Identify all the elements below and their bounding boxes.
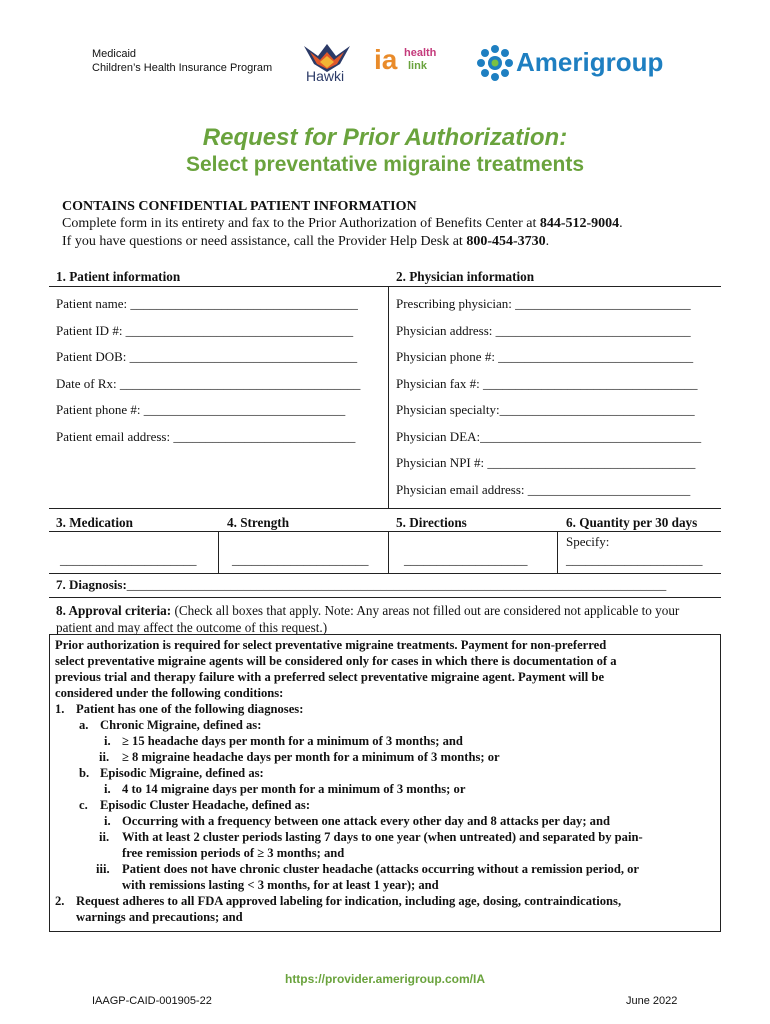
fax-instructions-text: Complete form in its entirety and fax to the Prior Authorization of Benefits Center at [62, 216, 540, 231]
physician-specialty-field[interactable]: Physician specialty:______________________________ [396, 402, 695, 417]
patient-name-field[interactable]: Patient name: ___________________________________ [56, 296, 358, 311]
divider [49, 286, 721, 287]
divider [49, 508, 721, 509]
divider [49, 531, 721, 532]
patient-info-heading: 1. Patient information [56, 269, 181, 284]
quantity-heading: 6. Quantity per 30 days [566, 515, 698, 530]
criteria-paragraph-3: previous trial and therapy failure with a preferred select preventative migraine agent. Payment will be [55, 670, 605, 684]
amerigroup-sunburst-icon [476, 44, 514, 82]
form-id: IAAGP-CAID-001905-22 [92, 995, 212, 1007]
physician-info-heading: 2. Physician information [396, 269, 535, 284]
fax-number: 844-512-9004 [539, 216, 620, 231]
list-number: 2. [55, 894, 65, 908]
hawki-logo [300, 42, 354, 86]
help-desk-number: 800-454-3730 [466, 234, 546, 249]
list-roman: i. [104, 782, 111, 796]
criterion-1: Patient has one of the following diagnoses: [76, 702, 304, 716]
list-number: 1. [55, 702, 65, 716]
column-divider [388, 286, 389, 508]
rx-date-field[interactable]: Date of Rx: _____________________________________ [56, 376, 361, 391]
help-instructions-text: If you have questions or need assistance, call the Provider Help Desk at [62, 234, 467, 249]
column-divider [218, 531, 219, 573]
criterion-1a: Chronic Migraine, defined as: [100, 718, 262, 732]
prescribing-physician-field[interactable]: Prescribing physician: ___________________________ [396, 296, 691, 311]
patient-phone-field[interactable]: Patient phone #: _______________________________ [56, 402, 346, 417]
list-letter: b. [79, 766, 90, 780]
criterion-1a-ii: ≥ 8 migraine headache days per month for a minimum of 3 months; or [122, 750, 500, 764]
criteria-paragraph-4: considered under the following conditions: [55, 686, 284, 700]
directions-heading: 5. Directions [396, 515, 467, 530]
medication-heading: 3. Medication [56, 515, 133, 530]
list-letter: a. [79, 718, 89, 732]
divider [49, 597, 721, 598]
criterion-1c-ii: With at least 2 cluster periods lasting 7 days to one year (when untreated) and separated by pain- [122, 830, 643, 844]
link-wordmark: link [408, 60, 427, 72]
criterion-2: Request adheres to all FDA approved labeling for indication, including age, dosing, contraindications, [76, 894, 622, 908]
approval-note-1: (Check all boxes that apply. Note: Any areas not filled out are considered not applicable to your [171, 603, 680, 618]
diagnosis-row [56, 577, 716, 593]
amerigroup-logo [476, 44, 681, 82]
criteria-paragraph-2: select preventative migraine agents will be considered only for cases in which there is documentation of a [55, 654, 617, 668]
list-letter: c. [79, 798, 88, 812]
list-roman: iii. [96, 862, 110, 876]
hawki-wordmark: Hawki [306, 68, 345, 84]
criterion-1c: Episodic Cluster Headache, defined as: [100, 798, 311, 812]
form-subtitle: Select preventative migraine treatments [186, 153, 584, 176]
criterion-1c-i: Occurring with a frequency between one attack every other day and 8 attacks per day; and [122, 814, 610, 828]
ia-wordmark: ia [374, 44, 398, 75]
list-roman: ii. [99, 750, 110, 764]
medication-field[interactable]: _____________________ [60, 552, 197, 567]
ia-health-link-logo [374, 44, 454, 84]
strength-field[interactable]: _____________________ [232, 552, 369, 567]
form-date: June 2022 [626, 995, 678, 1007]
column-divider [388, 531, 389, 573]
criterion-1b-i: 4 to 14 migraine days per month for a minimum of 3 months; or [122, 782, 466, 796]
diagnosis-field[interactable]: ___________________________________________________________________________________ [126, 577, 667, 592]
criterion-1c-ii-cont: free remission periods of ≥ 3 months; and [122, 846, 345, 860]
physician-dea-field[interactable]: Physician DEA:__________________________________ [396, 429, 702, 444]
physician-email-field[interactable]: Physician email address: _________________________ [396, 482, 691, 497]
physician-phone-field[interactable]: Physician phone #: ______________________________ [396, 349, 694, 364]
approval-note-2: patient and may affect the outcome of this request.) [56, 620, 328, 635]
patient-dob-field[interactable]: Patient DOB: ___________________________________ [56, 349, 358, 364]
diagnosis-label: 7. Diagnosis: [56, 577, 127, 592]
program-line-1: Medicaid [92, 48, 137, 60]
patient-email-field[interactable]: Patient email address: ____________________________ [56, 429, 356, 444]
directions-field[interactable]: ___________________ [404, 552, 528, 567]
physician-address-field[interactable]: Physician address: ______________________________ [396, 323, 691, 338]
criterion-1a-i: ≥ 15 headache days per month for a minimum of 3 months; and [122, 734, 463, 748]
amerigroup-wordmark: Amerigroup [516, 47, 664, 77]
physician-fax-field[interactable]: Physician fax #: _________________________________ [396, 376, 698, 391]
divider [49, 573, 721, 574]
help-instructions [62, 233, 549, 250]
list-roman: ii. [99, 830, 110, 844]
approval-criteria-intro [56, 602, 679, 619]
program-line-2: Children’s Health Insurance Program [92, 62, 273, 74]
fax-period: . [619, 216, 623, 231]
criterion-1c-iii-cont: with remissions lasting < 3 months, for at least 1 year); and [122, 878, 439, 892]
list-roman: i. [104, 734, 111, 748]
patient-id-field[interactable]: Patient ID #: ___________________________________ [56, 323, 354, 338]
fax-instructions [62, 215, 623, 232]
column-divider [557, 531, 558, 573]
strength-heading: 4. Strength [227, 515, 290, 530]
form-title: Request for Prior Authorization: [202, 124, 568, 151]
quantity-specify-label: Specify: [566, 534, 610, 549]
physician-npi-field[interactable]: Physician NPI #: ________________________________ [396, 455, 696, 470]
quantity-field[interactable]: _____________________ [566, 552, 703, 567]
criterion-1c-iii: Patient does not have chronic cluster headache (attacks occurring without a remission period, or [122, 862, 640, 876]
criterion-2-cont: warnings and precautions; and [76, 910, 243, 924]
criteria-paragraph-1: Prior authorization is required for select preventative migraine treatments. Payment for non-preferred [55, 638, 607, 652]
health-wordmark: health [404, 47, 437, 59]
list-roman: i. [104, 814, 111, 828]
approval-label: 8. Approval criteria: [56, 603, 172, 618]
confidential-notice: CONTAINS CONFIDENTIAL PATIENT INFORMATION [62, 199, 417, 214]
footer-url[interactable]: https://provider.amerigroup.com/IA [284, 972, 486, 986]
help-period: . [545, 234, 550, 249]
criterion-1b: Episodic Migraine, defined as: [100, 766, 264, 780]
